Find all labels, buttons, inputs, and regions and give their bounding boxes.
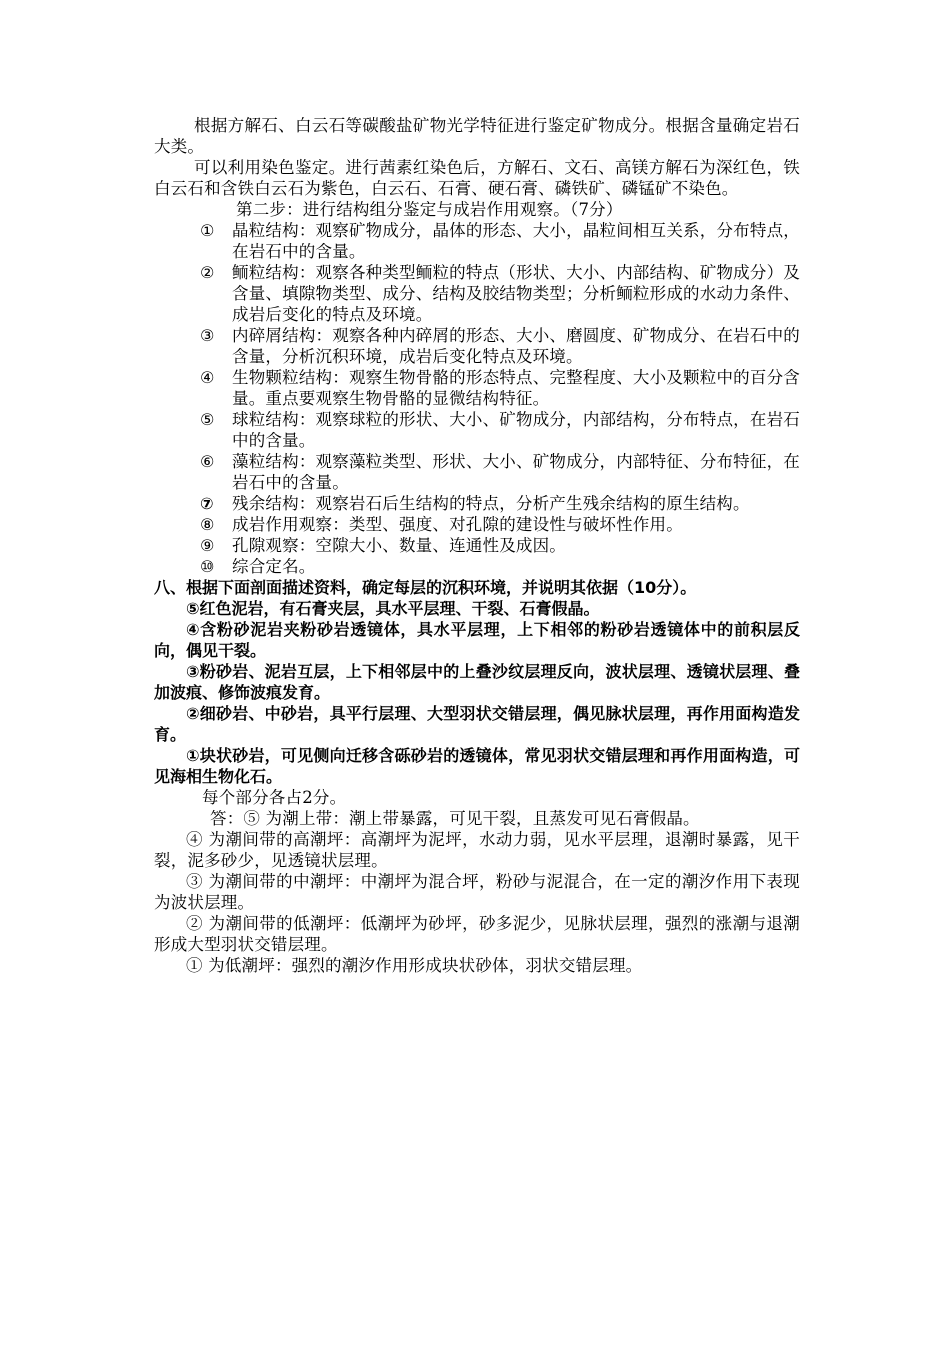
list-number: ⑤ <box>200 410 215 429</box>
layer-description: ③粉砂岩、泥岩互层，上下相邻层中的上叠沙纹层理反向，波状层理、透镜状层理、叠加波痕、修饰波痕发育。 <box>154 662 800 702</box>
layer-description: ④含粉砂泥岩夹粉砂岩透镜体，具水平层理，上下相邻的粉砂岩透镜体中的前积层反向，偶见干裂。 <box>154 620 800 660</box>
list-text: 综合定名。 <box>232 557 316 576</box>
list-text: 球粒结构：观察球粒的形状、大小、矿物成分，内部结构，分布特点，在岩石中的含量。 <box>232 410 800 450</box>
answer-layer-5: 答：⑤ 为潮上带：潮上带暴露，可见干裂，且蒸发可见石膏假晶。 <box>210 809 700 828</box>
list-number: ④ <box>200 368 215 387</box>
list-number: ⑥ <box>200 452 215 471</box>
list-number: ⑨ <box>200 536 215 555</box>
list-item <box>154 535 800 556</box>
list-item <box>154 514 800 535</box>
list-item <box>154 325 800 367</box>
structure-list <box>154 220 800 577</box>
answer-layer-3: ③ 为潮间带的中潮坪：中潮坪为混合坪，粉砂与泥混合，在一定的潮汐作用下表现为波状层理。 <box>154 872 800 912</box>
answer-layer-4: ④ 为潮间带的高潮坪：高潮坪为泥坪，水动力弱，见水平层理，退潮时暴露，见干裂，泥多砂少，见透镜状层理。 <box>154 830 800 870</box>
list-text: 鲕粒结构：观察各种类型鲕粒的特点（形状、大小、内部结构、矿物成分）及含量、填隙物类型、成分、结构及胶结物类型；分析鲕粒形成的水动力条件、成岩后变化的特点及环境。 <box>232 263 800 324</box>
list-item <box>154 451 800 493</box>
list-number: ② <box>200 263 215 282</box>
list-text: 藻粒结构：观察藻粒类型、形状、大小、矿物成分，内部特征、分布特征，在岩石中的含量。 <box>232 452 800 492</box>
list-number: ③ <box>200 326 215 345</box>
document-page <box>154 115 800 976</box>
list-text: 孔隙观察：空隙大小、数量、连通性及成因。 <box>232 536 566 555</box>
list-item <box>154 367 800 409</box>
layer-description: ②细砂岩、中砂岩，具平行层理、大型羽状交错层理，偶见脉状层理，再作用面构造发育。 <box>154 704 800 744</box>
list-number: ⑧ <box>200 515 215 534</box>
paragraph-mineral-identification: 根据方解石、白云石等碳酸盐矿物光学特征进行鉴定矿物成分。根据含量确定岩石大类。 <box>154 116 800 156</box>
list-number: ① <box>200 221 215 240</box>
question8-title: 八、根据下面剖面描述资料，确定每层的沉积环境，并说明其依据（10分）。 <box>154 578 697 597</box>
layer-description: ①块状砂岩，可见侧向迁移含砾砂岩的透镜体，常见羽状交错层理和再作用面构造，可见海相生物化石。 <box>154 746 800 786</box>
layer-description: ⑤红色泥岩，有石膏夹层，具水平层理、干裂、石膏假晶。 <box>186 599 600 618</box>
paragraph-staining: 可以利用染色鉴定。进行茜素红染色后，方解石、文石、高镁方解石为深红色，铁白云石和含铁白云石为紫色，白云石、石膏、硬石膏、磷铁矿、磷锰矿不染色。 <box>154 158 800 198</box>
list-item <box>154 409 800 451</box>
list-text: 成岩作用观察：类型、强度、对孔隙的建设性与破坏性作用。 <box>232 515 683 534</box>
list-text: 生物颗粒结构：观察生物骨骼的形态特点、完整程度、大小及颗粒中的百分含量。重点要观察生物骨骼的显微结构特征。 <box>232 368 800 408</box>
list-number: ⑦ <box>200 494 214 513</box>
list-item <box>154 493 800 514</box>
list-text: 晶粒结构：观察矿物成分，晶体的形态、大小，晶粒间相互关系，分布特点，在岩石中的含量。 <box>232 221 800 261</box>
list-text: 残余结构：观察岩石后生结构的特点，分析产生残余结构的原生结构。 <box>232 494 750 513</box>
list-number: ⑩ <box>200 557 215 576</box>
step2-heading: 第二步：进行结构组分鉴定与成岩作用观察。（7分） <box>236 200 623 219</box>
answer-layer-1: ① 为低潮坪：强烈的潮汐作用形成块状砂体，羽状交错层理。 <box>186 956 643 975</box>
list-item <box>154 556 800 577</box>
list-item <box>154 262 800 325</box>
list-text: 内碎屑结构：观察各种内碎屑的形态、大小、磨圆度、矿物成分、在岩石中的含量，分析沉积环境，成岩后变化特点及环境。 <box>232 326 800 366</box>
list-item <box>154 220 800 262</box>
answer-layer-2: ② 为潮间带的低潮坪：低潮坪为砂坪，砂多泥少，见脉状层理，强烈的涨潮与退潮形成大型羽状交错层理。 <box>154 914 800 954</box>
score-note: 每个部分各占2分。 <box>202 788 347 807</box>
